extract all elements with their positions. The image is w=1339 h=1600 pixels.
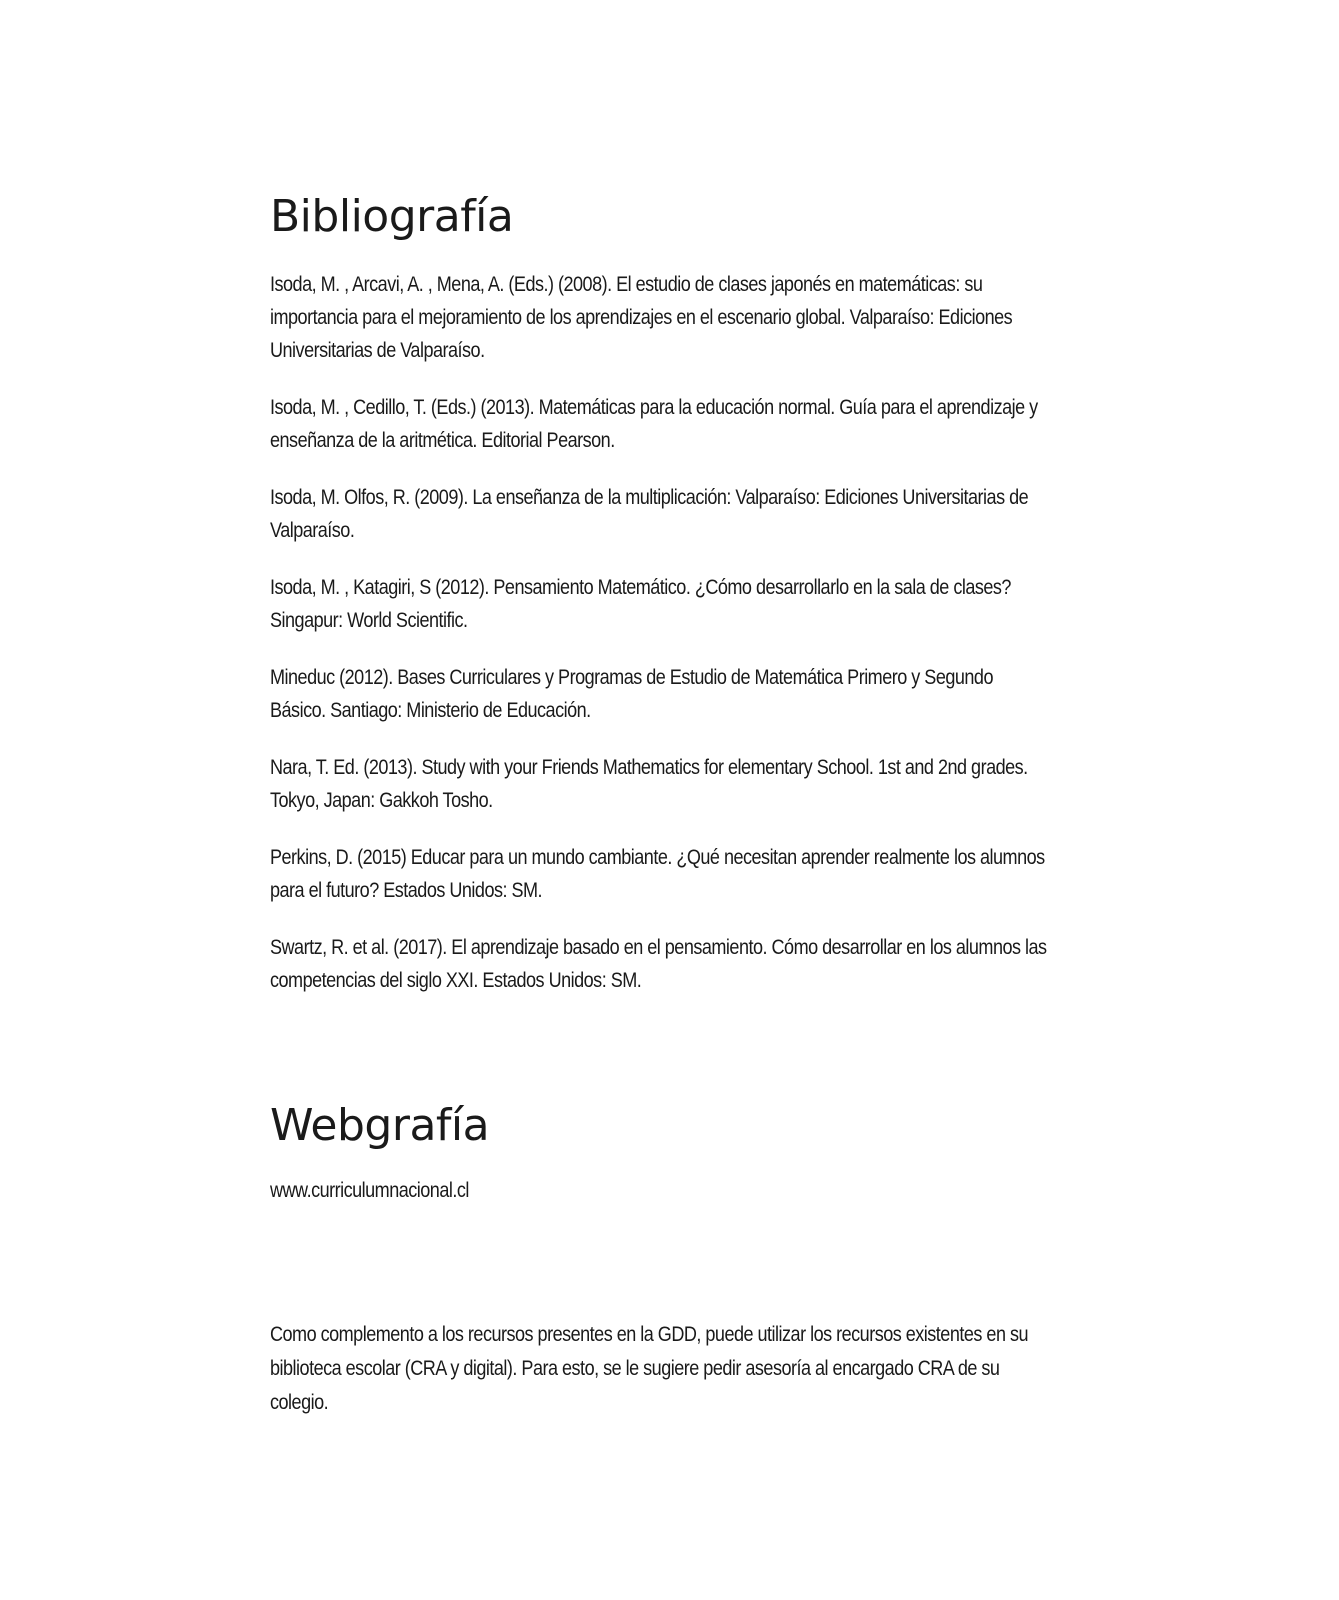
cra-note: Como complemento a los recursos presentes en la GDD, puede utilizar los recursos existentes en su biblioteca escolar (CRA y digital). Para esto, se le sugiere pedir asesoría al encargado CRA de su colegio. <box>270 1323 1029 1414</box>
reference-item: Isoda, M. , Katagiri, S (2012). Pensamiento Matemático. ¿Cómo desarrollarlo en la sala de clases? Singapur: World Scientific. <box>270 576 1011 632</box>
reference-item: Swartz, R. et al. (2017). El aprendizaje basado en el pensamiento. Cómo desarrollar en los alumnos las competencias del siglo XXI. Estados Unidos: SM. <box>270 936 1047 992</box>
web-url: www.curriculumnacional.cl <box>270 1179 469 1202</box>
reference-item: Isoda, M. Olfos, R. (2009). La enseñanza de la multiplicación: Valparaíso: Ediciones Universitarias de Valparaíso. <box>270 486 1029 542</box>
reference-item: Mineduc (2012). Bases Curriculares y Programas de Estudio de Matemática Primero y Segundo Básico. Santiago: Ministerio de Educación. <box>270 666 993 722</box>
reference-list <box>270 268 1050 1021</box>
reference-item: Isoda, M. , Cedillo, T. (Eds.) (2013). Matemáticas para la educación normal. Guía para el aprendizaje y enseñanza de la aritmética. Editorial Pearson. <box>270 396 1038 452</box>
webgrafia-heading: Webgrafía <box>270 1100 490 1151</box>
reference-item: Isoda, M. , Arcavi, A. , Mena, A. (Eds.) (2008). El estudio de clases japonés en matemáticas: su importancia para el mejoramiento de los aprendizajes en el escenario global. Valparaíso: Ediciones Universitarias de Valparaíso. <box>270 273 1013 362</box>
bibliografia-heading: Bibliografía <box>270 191 514 242</box>
reference-item: Perkins, D. (2015) Educar para un mundo cambiante. ¿Qué necesitan aprender realmente los alumnos para el futuro? Estados Unidos: SM. <box>270 846 1045 902</box>
reference-item: Nara, T. Ed. (2013). Study with your Friends Mathematics for elementary School. 1st and 2nd grades. Tokyo, Japan: Gakkoh Tosho. <box>270 756 1028 812</box>
